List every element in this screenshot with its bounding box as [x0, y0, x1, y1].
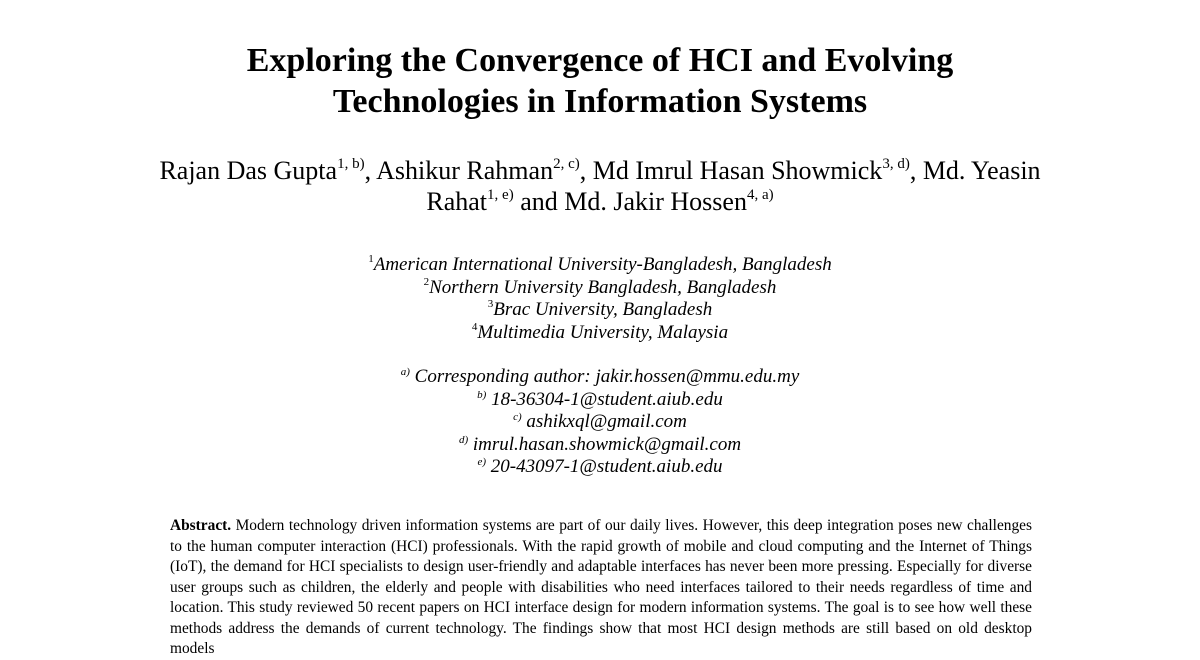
abstract-label: Abstract.: [170, 517, 232, 534]
author-name-part-2: Rahat: [426, 187, 488, 216]
affiliation-list: [0, 254, 1200, 344]
email-mark: e): [477, 456, 487, 469]
email-item: [0, 366, 1200, 389]
author-separator: ,: [909, 156, 923, 185]
author-superscript: 1, b): [337, 156, 365, 172]
title-line-2: Technologies in Information Systems: [332, 83, 868, 120]
email-text: ashikxql@gmail.com: [526, 411, 687, 433]
author-list: [0, 155, 1200, 217]
affiliation-text: Multimedia University, Malaysia: [477, 321, 729, 343]
author-superscript: 1, e): [487, 187, 514, 203]
email-item: [0, 411, 1200, 434]
affiliation-item: [0, 277, 1200, 300]
author-separator: ,: [364, 156, 377, 185]
author-name: Ashikur Rahman: [376, 156, 554, 185]
email-item: [0, 434, 1200, 457]
email-item: [0, 389, 1200, 412]
email-text: imrul.hasan.showmick@gmail.com: [472, 433, 742, 455]
email-list: [0, 366, 1200, 479]
email-mark: d): [458, 433, 469, 446]
author-name-part-1: Md. Yeasin: [922, 156, 1041, 185]
affiliation-number: 2: [423, 275, 430, 288]
author-name: Md. Jakir Hossen: [564, 187, 747, 216]
affiliation-text: Brac University, Bangladesh: [493, 299, 713, 321]
affiliation-text: American International University-Bangladesh, Bangladesh: [373, 254, 832, 275]
title-line-1: Exploring the Convergence of HCI and Evolving: [246, 42, 954, 79]
affiliation-item: [0, 299, 1200, 322]
affiliation-number: 1: [368, 253, 374, 265]
author-superscript: 4, a): [746, 187, 774, 203]
email-item: [0, 456, 1200, 479]
author-separator: ,: [579, 156, 593, 185]
corresponding-author-email: Corresponding author: jakir.hossen@mmu.edu.my: [414, 366, 800, 387]
abstract-text: Modern technology driven information systems are part of our daily lives. However, this deep integration poses new challenges to the human computer interaction (HCI) professionals. With the rapid growth of mobile and cloud computing and the Internet of Things (IoT), the demand for HCI specialists to design user-friendly and adaptable interfaces has never been more pressing. Especially for diverse user groups such as children, the elderly and people with disabilities who need interfaces tailored to their needs regardless of time and location. This study reviewed 50 recent papers on HCI interface design for modern information systems. The goal is to see how well these methods address the demands of current technology. The findings show that most HCI design methods are still based on old desktop models: [170, 517, 1032, 657]
paper-title: [0, 40, 1200, 122]
affiliation-item: [0, 254, 1200, 277]
author-superscript: 2, c): [553, 156, 580, 172]
affiliation-number: 4: [471, 320, 478, 333]
abstract: [170, 516, 1032, 660]
author-line-1: [0, 155, 1200, 186]
author-name: Md Imrul Hasan Showmick: [592, 156, 883, 185]
affiliation-item: [0, 322, 1200, 345]
affiliation-text: Northern University Bangladesh, Bangladesh: [429, 276, 777, 298]
email-mark: a): [400, 366, 410, 378]
author-superscript: 3, d): [882, 156, 910, 172]
author-line-2: [0, 186, 1200, 217]
author-separator: and: [513, 187, 565, 216]
email-mark: c): [513, 411, 522, 424]
email-text: 20-43097-1@student.aiub.edu: [490, 456, 723, 478]
author-name: Rajan Das Gupta: [159, 156, 338, 185]
affiliation-number: 3: [487, 298, 494, 311]
email-mark: b): [477, 388, 487, 401]
email-text: 18-36304-1@student.aiub.edu: [491, 388, 723, 410]
